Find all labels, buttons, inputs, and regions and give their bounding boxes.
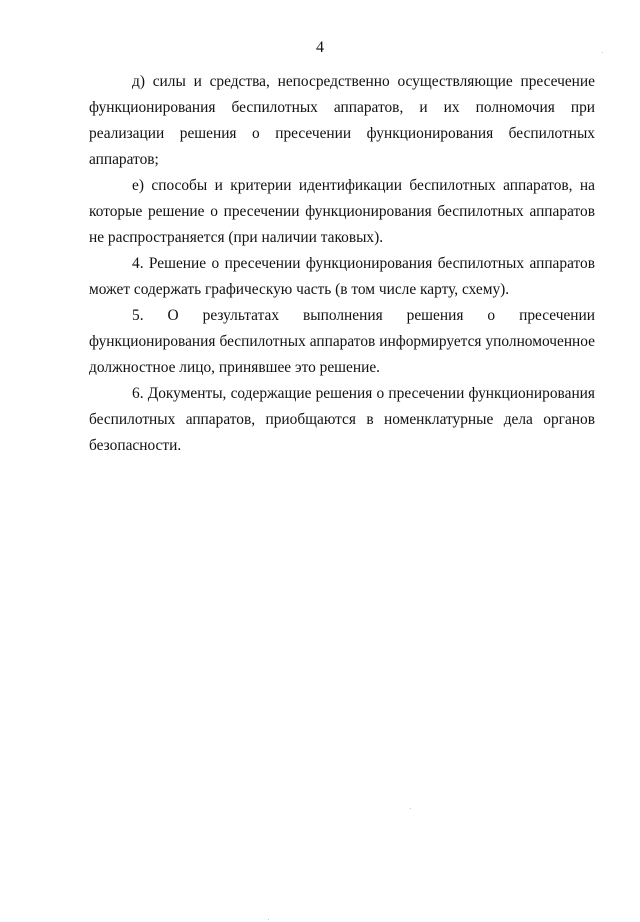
scan-speck bbox=[268, 919, 269, 920]
paragraph-clause-6: 6. Документы, содержащие решения о пресечении функционирования беспилотных аппаратов, приобщаются в номенклатурные дела органов безопасности. bbox=[89, 385, 595, 454]
paragraph-clause-4: 4. Решение о пресечении функционирования беспилотных аппаратов может содержать графическую часть (в том числе карту, схему). bbox=[89, 255, 595, 298]
paragraph-item-d: д) силы и средства, непосредственно осуществляющие пресечение функционирования беспилотных аппаратов, и их полномочия при реализации решения о пресечении функционирования беспилотных аппаратов; bbox=[89, 73, 595, 168]
paragraph-clause-5: 5. О результатах выполнения решения о пресечении функционирования беспилотных аппаратов информируется уполномоченное должностное лицо, принявшее это решение. bbox=[89, 307, 595, 376]
page-number: 4 bbox=[316, 39, 324, 56]
scan-speck bbox=[602, 52, 603, 53]
paragraph-item-e: е) способы и критерии идентификации беспилотных аппаратов, на которые решение о пресечении функционирования беспилотных аппаратов не распространяется (при наличии таковых). bbox=[89, 177, 595, 246]
document-body bbox=[89, 69, 595, 459]
scan-speck bbox=[410, 808, 411, 809]
